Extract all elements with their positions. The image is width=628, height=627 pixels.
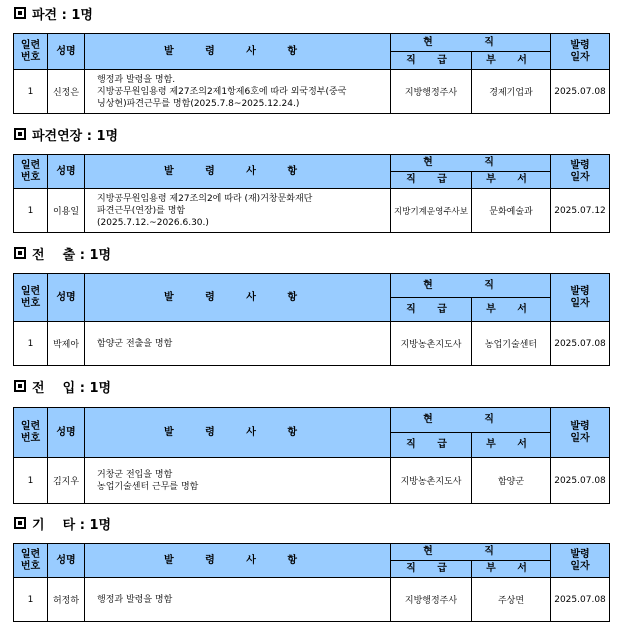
header-date: 발령 일자 <box>551 155 610 189</box>
section-title: 전 입 : 1명 <box>14 380 111 397</box>
row-dept: 문화예술과 <box>472 189 551 233</box>
header-date: 발령 일자 <box>551 274 610 322</box>
table-row <box>14 578 610 622</box>
row-name: 허정하 <box>48 578 85 622</box>
appointment-table <box>13 154 610 233</box>
header-current: 현 직 <box>391 544 551 561</box>
row-dept: 농업기술센터 <box>472 322 551 366</box>
header-current: 현 직 <box>391 34 551 52</box>
header-date: 발령 일자 <box>551 34 610 70</box>
header-action: 발 령 사 항 <box>85 274 391 322</box>
header-action: 발 령 사 항 <box>85 34 391 70</box>
row-action: 행정과 발령을 명함 <box>85 578 391 622</box>
row-name: 이용일 <box>48 189 85 233</box>
row-dept: 함양군 <box>472 458 551 504</box>
row-rank: 지방기계운영주사보 <box>391 189 472 233</box>
header-current: 현 직 <box>391 274 551 298</box>
row-number: 1 <box>14 578 48 622</box>
header-date: 발령 일자 <box>551 544 610 578</box>
row-dept: 경제기업과 <box>472 70 551 114</box>
appointment-table <box>13 33 610 114</box>
square-bullet-icon <box>14 247 26 259</box>
header-current: 현 직 <box>391 408 551 433</box>
header-rank: 직 급 <box>391 298 472 322</box>
header-rank: 직 급 <box>391 52 472 70</box>
header-current: 현 직 <box>391 155 551 172</box>
row-name: 박제아 <box>48 322 85 366</box>
header-rank: 직 급 <box>391 172 472 189</box>
row-action: 거창군 전입을 명함 농업기술센터 근무를 명함 <box>85 458 391 504</box>
table-row <box>14 189 610 233</box>
row-rank: 지방행정주사 <box>391 70 472 114</box>
row-name: 신정은 <box>48 70 85 114</box>
square-bullet-icon <box>14 7 26 19</box>
header-action: 발 령 사 항 <box>85 408 391 458</box>
header-number: 일련 번호 <box>14 408 48 458</box>
header-dept: 부 서 <box>472 561 551 578</box>
appointment-table <box>13 543 610 622</box>
square-bullet-icon <box>14 128 26 140</box>
header-number: 일련 번호 <box>14 155 48 189</box>
row-date: 2025.07.08 <box>551 322 610 366</box>
row-dept: 주상면 <box>472 578 551 622</box>
section-title: 기 타 : 1명 <box>14 517 111 534</box>
section-title: 전 출 : 1명 <box>14 247 111 264</box>
header-dept: 부 서 <box>472 52 551 70</box>
header-date: 발령 일자 <box>551 408 610 458</box>
section-title: 파견 : 1명 <box>14 7 93 24</box>
header-number: 일련 번호 <box>14 34 48 70</box>
header-name: 성명 <box>48 155 85 189</box>
row-rank: 지방농촌지도사 <box>391 322 472 366</box>
appointment-table <box>13 407 610 504</box>
header-action: 발 령 사 항 <box>85 544 391 578</box>
row-number: 1 <box>14 70 48 114</box>
row-rank: 지방행정주사 <box>391 578 472 622</box>
row-name: 김지우 <box>48 458 85 504</box>
square-bullet-icon <box>14 380 26 392</box>
row-number: 1 <box>14 322 48 366</box>
square-bullet-icon <box>14 517 26 529</box>
header-rank: 직 급 <box>391 433 472 458</box>
row-rank: 지방농촌지도사 <box>391 458 472 504</box>
header-action: 발 령 사 항 <box>85 155 391 189</box>
header-dept: 부 서 <box>472 172 551 189</box>
header-number: 일련 번호 <box>14 544 48 578</box>
header-number: 일련 번호 <box>14 274 48 322</box>
row-number: 1 <box>14 458 48 504</box>
row-action: 지방공무원임용령 제27조의2에 따라 (재)거창문화재단 파견근무(연장)를 명함 (2025.7.12.~2026.6.30.) <box>85 189 391 233</box>
row-date: 2025.07.12 <box>551 189 610 233</box>
section-title: 파견연장 : 1명 <box>14 128 118 145</box>
appointment-table <box>13 273 610 366</box>
row-date: 2025.07.08 <box>551 70 610 114</box>
row-action: 함양군 전출을 명함 <box>85 322 391 366</box>
row-action: 행정과 발령을 명함. 지방공무원임용령 제27조의2제1항제6호에 따라 외국정부(중국 닝상현)파견근무를 명함(2025.7.8~2025.12.24.) <box>85 70 391 114</box>
table-row <box>14 322 610 366</box>
header-name: 성명 <box>48 544 85 578</box>
header-dept: 부 서 <box>472 298 551 322</box>
row-number: 1 <box>14 189 48 233</box>
header-name: 성명 <box>48 274 85 322</box>
table-row <box>14 70 610 114</box>
header-rank: 직 급 <box>391 561 472 578</box>
header-dept: 부 서 <box>472 433 551 458</box>
row-date: 2025.07.08 <box>551 458 610 504</box>
header-name: 성명 <box>48 408 85 458</box>
table-row <box>14 458 610 504</box>
row-date: 2025.07.08 <box>551 578 610 622</box>
header-name: 성명 <box>48 34 85 70</box>
